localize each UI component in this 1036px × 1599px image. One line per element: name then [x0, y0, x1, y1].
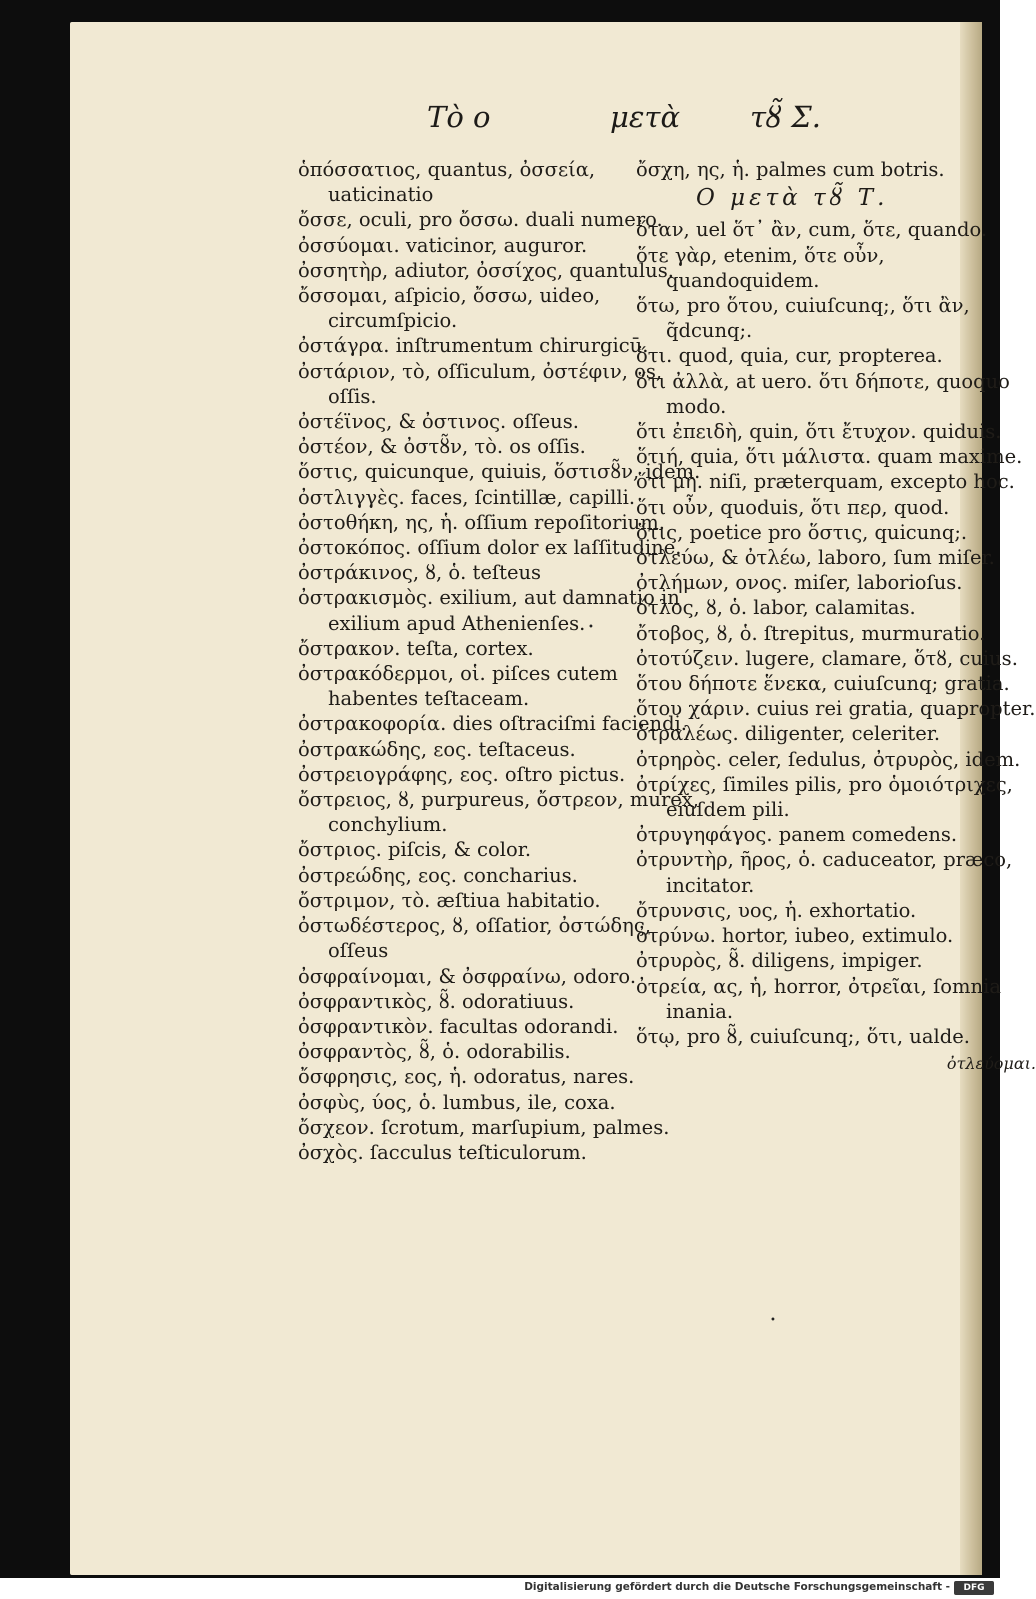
footer-bar [0, 1578, 1000, 1599]
dictionary-entry: ὄσσε, oculi, pro ὄσσω. duali numero. [298, 208, 663, 232]
dictionary-entry: ὀστοκόπος. oſſium dolor ex laſſitudine. [298, 536, 682, 560]
running-header [70, 100, 982, 140]
dictionary-entry: ὀσφραντὸς, ȣ̃, ὁ. odorabilis. [298, 1040, 571, 1064]
dictionary-entry: ὅτε γὰρ, etenim, ὅτε οὖν, quandoquidem. [636, 243, 885, 292]
header-right-label: τȣ̃ Σ. [750, 100, 821, 134]
dictionary-entry: ὀτραλέως. diligenter, celeriter. [636, 722, 941, 746]
dictionary-entry: ὀστωδέστερος, ȣ, oſſatior, ὀστώδης, oſſeus [298, 914, 651, 963]
dictionary-entry: ὀτρυντὴρ, ῆρος, ὁ. caduceator, præco, incitator. [636, 848, 1013, 897]
dictionary-entry: ὄτρυνσις, υος, ἡ. exhortatio. [636, 898, 917, 922]
dictionary-entry: ὅτι μὴ. niſi, præterquam, excepto hoc. [636, 470, 1015, 494]
dictionary-entry: ὀσφραντικὸς, ȣ̃. odoratiuus. [298, 989, 575, 1013]
dictionary-entry: ὀστράκινος, ȣ, ὁ. teſteus [298, 561, 542, 585]
dictionary-entry: ὀτρύνω. hortor, iubeo, extimulo. [636, 924, 954, 948]
dfg-logo: DFG [954, 1581, 994, 1595]
dictionary-entry: ὅτου δήποτε ἕνεκα, cuiuſcunq; gratia. [636, 672, 1010, 696]
dictionary-entry: ὀστέϊνος, & ὀστινος. oſſeus. [298, 410, 579, 434]
dictionary-entry: ὅτι οὖν, quoduis, ὅτι περ, quod. [636, 495, 950, 519]
dictionary-entry: ὅτω, pro ὅτου, cuiuſcunq;, ὅτι ἂν, q̃dcunq;. [636, 294, 970, 343]
dictionary-entry: ὀσχὸς. ſacculus teſticulorum. [298, 1140, 587, 1164]
dictionary-entry: ὅτις, poetice pro ὅστις, quicunq;. [636, 520, 968, 544]
dictionary-entry: ὅτι ἐπειδὴ, quin, ὅτι ἔτυχον. quiduis. [636, 420, 1002, 444]
dictionary-entry: ὄτλος, ȣ, ὁ. labor, calamitas. [636, 596, 916, 620]
dictionary-entry: ὄστρειος, ȣ, purpureus, ὄστρεον, murex, conchylium. [298, 788, 700, 837]
dictionary-entry: ὅτι. quod, quia, cur, propterea. [636, 344, 943, 368]
dictionary-entry: ὀσφὺς, ύος, ὁ. lumbus, ile, coxa. [298, 1090, 616, 1114]
section-heading: Ο μετὰ τȣ̃ Τ. [696, 185, 889, 212]
dictionary-entry: ὀτρίχες, ſimiles pilis, pro ὁμοιότριχες, eiuſdem pili. [636, 772, 1013, 822]
dictionary-entry: ὀστέον, & ὀστȣ̃ν, τὸ. os oſſis. [298, 435, 586, 459]
dictionary-entry: ὅταν, uel ὅτ᾽ ἂν, cum, ὅτε, quando. [636, 218, 988, 242]
dictionary-entry: ὀτοτύζειν. lugere, clamare, ὅτȣ, cuius. [636, 646, 1018, 670]
right-column [636, 157, 1036, 1076]
book-page [70, 22, 1036, 1575]
catchword: ὀτλεύομαι. [946, 1054, 1036, 1074]
dictionary-entry: ὅτιή, quia, ὅτι μάλιστα. quam maxime. [636, 445, 1023, 469]
dictionary-entry: ὀσφραντικὸν. facultas odorandi. [298, 1014, 619, 1038]
dictionary-entry: ὄτοβος, ȣ, ὁ. ſtrepitus, murmuratio. [636, 621, 986, 645]
dictionary-entry: ὀστρεώδης, εος. concharius. [298, 863, 578, 887]
dictionary-entry: ὀσφραίνομαι, & ὀσφραίνω, odoro. [298, 964, 637, 988]
dictionary-entry: ὀστρακώδης, εος. teſtaceus. [298, 737, 576, 761]
ink-dot: • [770, 1315, 776, 1326]
dictionary-entry: ὀτρεία, ας, ἡ, horror, ὀτρεῖαι, ſomnia inania. [636, 974, 1001, 1023]
header-mid-label: μετὰ [610, 100, 681, 134]
dictionary-entry: ὀτρηρὸς. celer, ſedulus, ὀτρυρὸς, idem. [636, 747, 1021, 771]
dictionary-entry: ὀστάριον, τὸ, oſſiculum, ὀστέφιν, os, oſſis. [298, 359, 663, 408]
dictionary-entry: ὀσσύομαι. vaticinor, auguror. [298, 233, 588, 257]
dictionary-entry: ὀτλήμων, ονος. miſer, laborioſus. [636, 571, 963, 595]
footer-credit: Digitalisierung gefördert durch die Deutsche Forschungsgemeinschaft - [524, 1581, 950, 1593]
dictionary-entry: ὅτου χάριν. cuius rei gratia, quapropter. [636, 697, 1036, 721]
header-left-label: Tὸ ο [427, 100, 491, 134]
dictionary-entry: ὄστριμον, τὸ. æſtiua habitatio. [298, 888, 601, 912]
dictionary-entry: ὄσφρησις, εος, ἡ. odoratus, nares. [298, 1065, 635, 1089]
dictionary-entry: ὅτι ἀλλὰ, at uero. ὅτι δήποτε, quoquo modo. [636, 369, 1010, 418]
dictionary-entry: ὄσσομαι, aſpicio, ὄσσω, uideo, circumſpicio. [298, 284, 601, 333]
ink-dot: • [588, 622, 594, 633]
dictionary-entry: ὀτλεύω, & ὀτλέω, laboro, ſum miſer. [636, 546, 995, 570]
dictionary-entry: ὅτῳ, pro ȣ̃, cuiuſcunq;, ὅτι, ualde. [636, 1024, 970, 1048]
dictionary-entry: ὀσσητὴρ, adiutor, ὀσσίχος, quantulus. [298, 258, 674, 282]
dictionary-entry: ὅστις, quicunque, quiuis, ὅστισȣ̃ν, idem. [298, 460, 701, 484]
dictionary-entry: ὀστλιγγὲς. faces, ſcintillæ, capilli. [298, 485, 636, 509]
dictionary-entry: ὄσχεον. ſcrotum, marſupium, palmes. [298, 1115, 670, 1139]
dictionary-entry: ὄσχη, ης, ἡ. palmes cum botris. [636, 158, 945, 181]
dictionary-entry: ὀστάγρα. inſtrumentum chirurgicū. [298, 334, 649, 358]
dictionary-entry: ὀτρυγηφάγος. panem comedens. [636, 823, 958, 847]
dictionary-entry: ὀστρακοφορία. dies oſtraciſmi faciendi. [298, 712, 687, 736]
dictionary-entry: ὀστρακόδερμοι, οἱ. piſces cutem habentes teſtaceam. [298, 662, 618, 711]
dictionary-entry: ὀστρειογράφης, εος. oſtro pictus. [298, 762, 626, 786]
dictionary-entry: ὄστριος. piſcis, & color. [298, 838, 532, 862]
dictionary-entry: ὀστρακισμὸς. exilium, aut damnatio in exilium apud Athenienſes. [298, 586, 680, 635]
dictionary-entry: ὁπόσσατιος, quantus, ὀσσεία, uaticinatio [298, 158, 596, 207]
dictionary-entry: ὀστοθήκη, ης, ἡ. oſſium repoſitorium. [298, 510, 665, 534]
dictionary-entry: ὀτρυρὸς, ȣ̃. diligens, impiger. [636, 949, 923, 973]
dictionary-entry: ὄστρακον. teſta, cortex. [298, 636, 534, 660]
